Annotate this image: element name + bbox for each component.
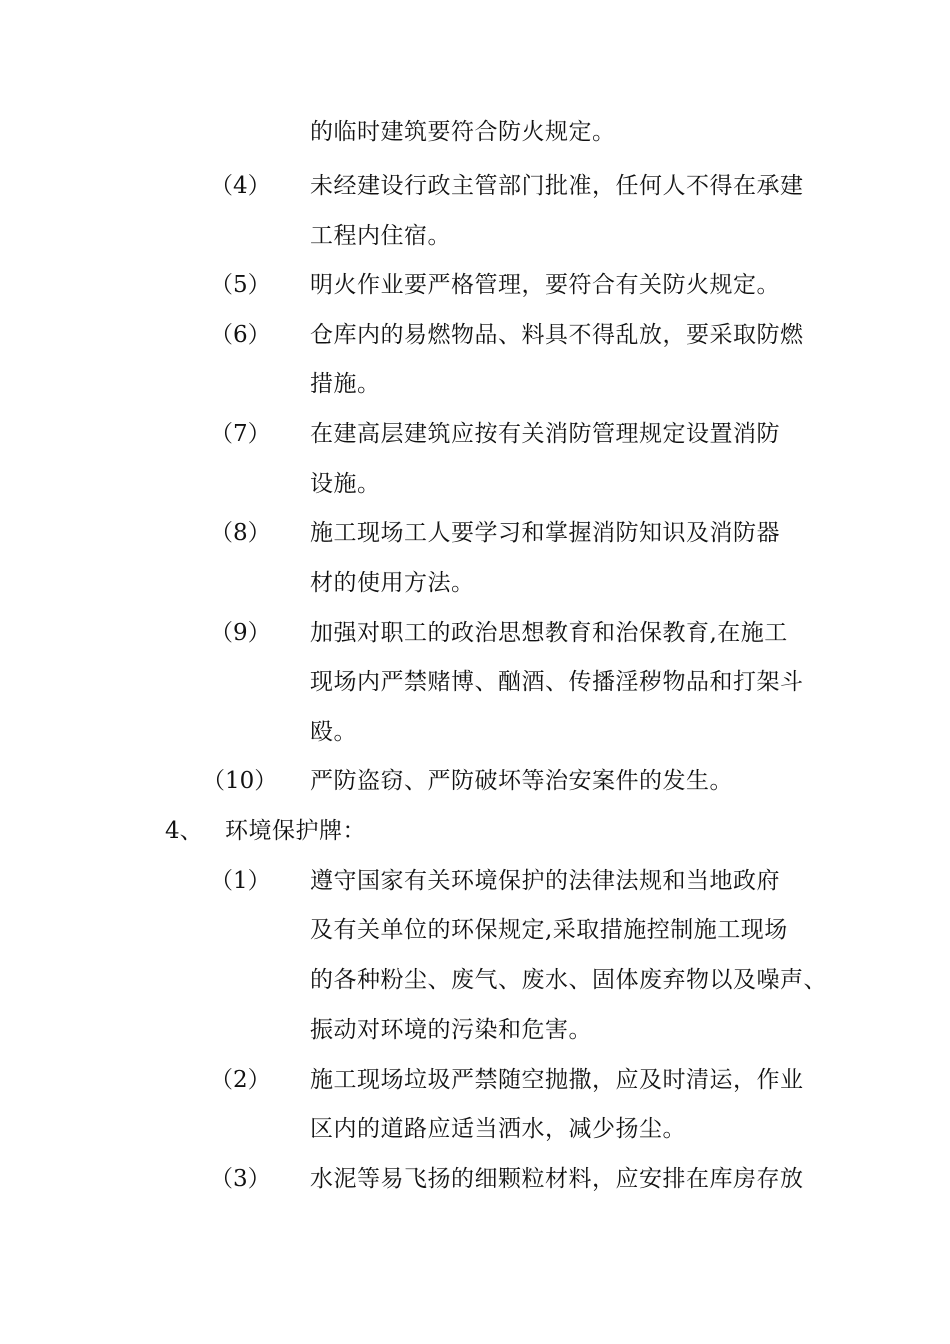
item-number: （8） bbox=[210, 520, 271, 546]
item-number: （3） bbox=[210, 1166, 271, 1192]
item-line: 措施。 bbox=[310, 371, 381, 397]
item-number: （4） bbox=[210, 173, 271, 199]
item-number: （1） bbox=[210, 868, 271, 894]
item-number: （2） bbox=[210, 1067, 271, 1093]
item-line: 的临时建筑要符合防火规定。 bbox=[310, 119, 616, 145]
item-line: 仓库内的易燃物品、料具不得乱放，要采取防燃 bbox=[310, 322, 804, 348]
item-line: 施工现场工人要学习和掌握消防知识及消防器 bbox=[310, 520, 780, 546]
item-line: 振动对环境的污染和危害。 bbox=[310, 1017, 592, 1043]
item-number: （6） bbox=[210, 322, 271, 348]
item-number: （7） bbox=[210, 421, 271, 447]
item-line: 的各种粉尘、废气、废水、固体废弃物以及噪声、 bbox=[310, 967, 827, 993]
item-number: （5） bbox=[210, 272, 271, 298]
item-line: 加强对职工的政治思想教育和治保教育,在施工 bbox=[310, 620, 788, 646]
item-line: 遵守国家有关环境保护的法律法规和当地政府 bbox=[310, 868, 780, 894]
item-line: 水泥等易飞扬的细颗粒材料，应安排在库房存放 bbox=[310, 1166, 804, 1192]
item-line: 在建高层建筑应按有关消防管理规定设置消防 bbox=[310, 421, 780, 447]
item-number: （10） bbox=[202, 768, 278, 794]
item-line: 明火作业要严格管理，要符合有关防火规定。 bbox=[310, 272, 780, 298]
item-line: 现场内严禁赌博、酗酒、传播淫秽物品和打架斗 bbox=[310, 669, 804, 695]
section-title: 环境保护牌： bbox=[225, 818, 366, 844]
item-line: 殴。 bbox=[310, 719, 357, 745]
item-line: 严防盗窃、严防破坏等治安案件的发生。 bbox=[310, 768, 733, 794]
item-line: 区内的道路应适当洒水，减少扬尘。 bbox=[310, 1116, 686, 1142]
item-line: 材的使用方法。 bbox=[310, 570, 475, 596]
item-line: 施工现场垃圾严禁随空抛撒，应及时清运，作业 bbox=[310, 1067, 804, 1093]
item-line: 及有关单位的环保规定,采取措施控制施工现场 bbox=[310, 917, 788, 943]
section-number: 4、 bbox=[165, 818, 203, 844]
item-line: 工程内住宿。 bbox=[310, 223, 451, 249]
item-number: （9） bbox=[210, 620, 271, 646]
item-line: 未经建设行政主管部门批准，任何人不得在承建 bbox=[310, 173, 804, 199]
item-line: 设施。 bbox=[310, 471, 381, 497]
